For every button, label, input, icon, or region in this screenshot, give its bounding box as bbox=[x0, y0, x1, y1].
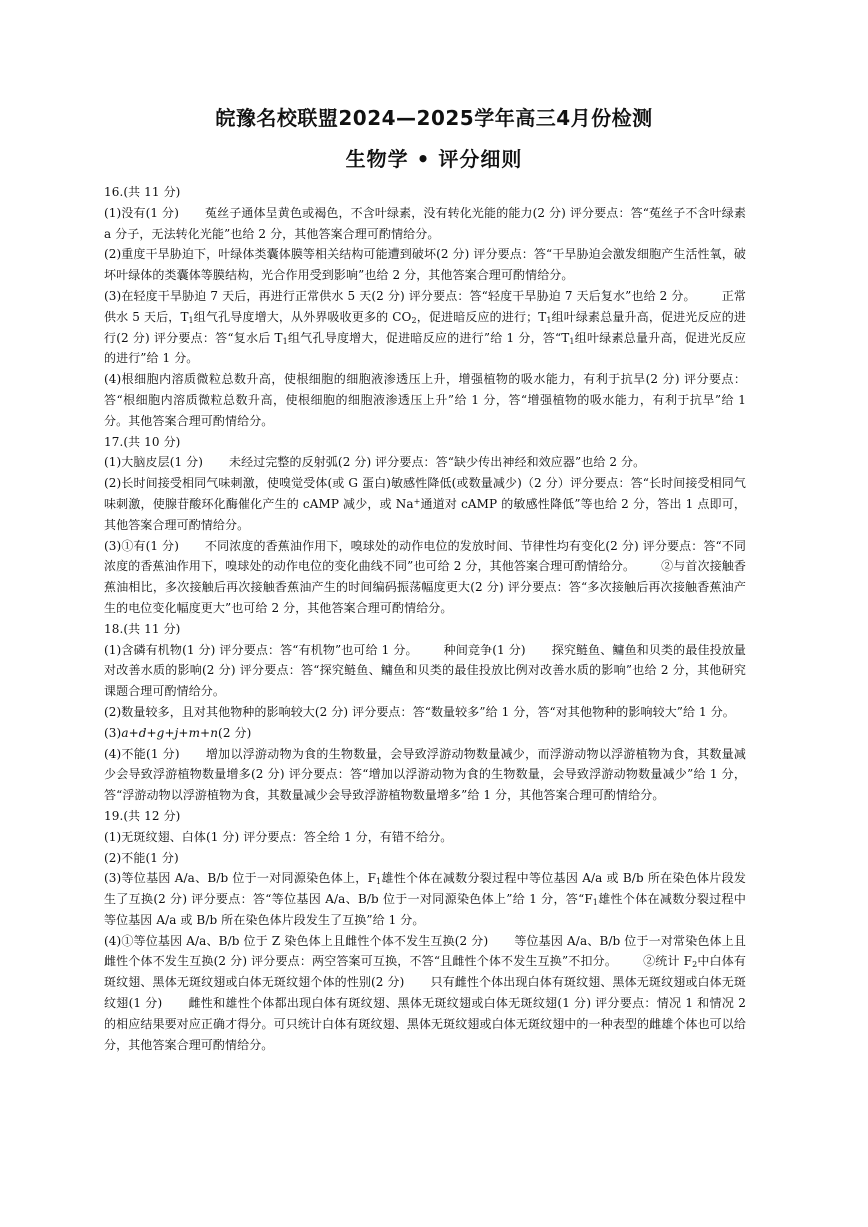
q19-part4: (4)①等位基因 A/a、B/b 位于 Z 染色体上且雌性个体不发生互换(2 分) 等位基因 A/a、B/b 位于一对常染色体上且雌性个体不发生互换(2 分) 评分要点：两空答案可互换，不答“且雌性个体不发生互换”不扣分。 ②统计 $F_2$中白体有斑纹翅、黑体无斑纹翅或白体无斑纹翅个体的性别(2 分) 只有雌性个体出现白体有斑纹翅、黑体无斑纹翅或白体无斑纹翅(1 分) 雌性和雄性个体都出现白体有斑纹翅、黑体无斑纹翅或白体无斑纹翅(1 分) 评分要点：情况 1 和情况 2 的相应结果要对应正确才得分。可只统计白体有斑纹翅、黑体无斑纹翅或白体无斑纹翅中的一种表型的雌雄个体也可以给分，其他答案合理可酌情给分。 bbox=[104, 933, 747, 1052]
q16-part2: (2)重度干旱胁迫下，叶绿体类囊体膜等相关结构可能遭到破坏(2 分) 评分要点：答“干旱胁迫会激发细胞产生活性氧，破坏叶绿体的类囊体等膜结构，光合作用受到影响”也给 2 分，其他答案合理可酌情给分。 bbox=[104, 247, 746, 283]
q17-part2: (2)长时间接受相同气味刺激，使嗅觉受体(或 G 蛋白)敏感性降低(或数量减少)（2 分）评分要点：答“长时间接受相同气味刺激，使腺苷酸环化酶催化产生的 cAMP 减少，或 Na+通道对 cAMP 的敏感性降低”等也给 2 分，答出 1 点即可，其他答案合理可酌情给分。 bbox=[104, 476, 747, 532]
q19-part2: (2)不能(1 分) bbox=[104, 850, 179, 865]
document-subtitle: 生物学 • 评分细则 bbox=[345, 147, 523, 171]
document-title: 皖豫名校联盟2024—2025学年高三4月份检测 bbox=[215, 106, 653, 130]
q18-part3: (3)a+d+g+j+m+n(2 分) bbox=[104, 725, 252, 740]
q19-part3: (3)等位基因 A/a、B/b 位于一对同源染色体上，$F_1$雄性个体在减数分裂过程中等位基因 A/a 或 B/b 所在染色体片段发生了互换(2 分) 评分要点：答“等位基因 A/a、B/b 位于一对同源染色体上”给 1 分，答“$F_1$雄性个体在减数分裂过程中等位基因 A/a 或 B/b 所在染色体片段发生了互换”给 1 分。 bbox=[104, 871, 746, 927]
question-17-heading: 17.(共 10 分) bbox=[104, 434, 181, 449]
question-19-heading: 19.(共 12 分) bbox=[104, 808, 181, 823]
q19-part1: (1)无斑纹翅、白体(1 分) 评分要点：答全给 1 分，有错不给分。 bbox=[104, 829, 453, 844]
q18-part1: (1)含磷有机物(1 分) 评分要点：答“有机物”也可给 1 分。 种间竞争(1 分) 探究鲢鱼、鳙鱼和贝类的最佳投放量对改善水质的影响(2 分) 评分要点：答“探究鲢鱼、鳙鱼和贝类的最佳投放比例对改善水质的影响”也给 2 分，其他研究课题合理可酌情给分。 bbox=[104, 642, 746, 699]
question-18-heading: 18.(共 11 分) bbox=[104, 621, 181, 636]
q16-part1: (1)没有(1 分) 菟丝子通体呈黄色或褐色，不含叶绿素，没有转化光能的能力(2 分) 评分要点：答“菟丝子不含叶绿素 a 分子，无法转化光能”也给 2 分，其他答案合理可酌情给分。 bbox=[104, 205, 746, 241]
answer-content bbox=[104, 182, 746, 1055]
q17-part1: (1)大脑皮层(1 分) 未经过完整的反射弧(2 分) 评分要点：答“缺少传出神经和效应器”也给 2 分。 bbox=[104, 455, 646, 470]
q17-part3: (3)①有(1 分) 不同浓度的香蕉油作用下，嗅球处的动作电位的发放时间、节律性均有变化(2 分) 评分要点：答“不同浓度的香蕉油作用下，嗅球处的动作电位的变化曲线不同”也可给 2 分，其他答案合理可酌情给分。 ②与首次接触香蕉油相比，多次接触后再次接触香蕉油产生的时间编码振荡幅度更大(2 分) 评分要点：答“多次接触后再次接触香蕉油产生的电位变化幅度更大”也可给 2 分，其他答案合理可酌情给分。 bbox=[104, 538, 746, 615]
q16-part3: (3)在轻度干旱胁迫 7 天后，再进行正常供水 5 天(2 分) 评分要点：答“轻度干旱胁迫 7 天后复水”也给 2 分。 正常供水 5 天后，$T_1$组气孔导度增大，从外界吸收更多的 $CO_2$，促进暗反应的进行；$T_1$组叶绿素总量升高，促进光反应的进行(2 分) 评分要点：答“复水后 $T_1$组气孔导度增大，促进暗反应的进行”给 1 分，答“$T_1$组叶绿素总量升高，促进光反应的进行”给 1 分。 bbox=[104, 288, 747, 366]
q16-part4: (4)根细胞内溶质微粒总数升高，使根细胞的细胞液渗透压上升，增强植物的吸水能力，有利于抗旱(2 分) 评分要点：答“根细胞内溶质微粒总数升高，使根细胞的细胞液渗透压上升”给 1 分，答“增强植物的吸水能力，有利于抗旱”给 1 分。其他答案合理可酌情给分。 bbox=[104, 372, 746, 428]
q18-part4: (4)不能(1 分) 增加以浮游动物为食的生物数量，会导致浮游动物数量减少，而浮游动物以浮游植物为食，其数量减少会导致浮游植物数量增多(2 分) 评分要点：答“增加以浮游动物为食的生物数量，会导致浮游动物数量减少”给 1 分，答“浮游动物以浮游植物为食，其数量减少会导致浮游植物数量增多”给 1 分，其他答案合理可酌情给分。 bbox=[104, 746, 747, 803]
question-16-heading: 16.(共 11 分) bbox=[104, 185, 181, 199]
q18-part2: (2)数量较多，且对其他物种的影响较大(2 分) 评分要点：答“数量较多”给 1 分，答“对其他物种的影响较大”给 1 分。 bbox=[104, 704, 735, 719]
